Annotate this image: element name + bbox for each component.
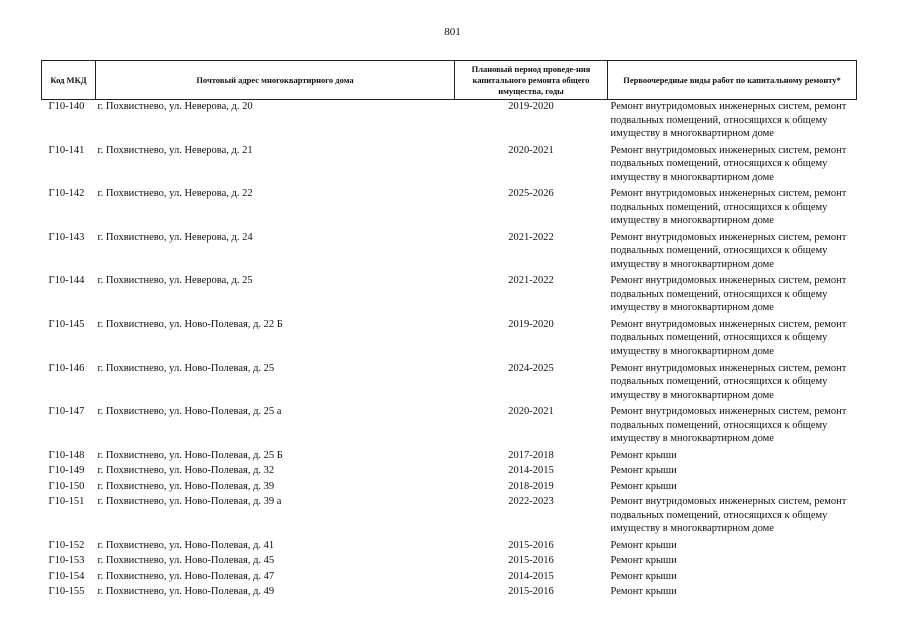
- table-row: [42, 100, 857, 144]
- table-row: [42, 570, 857, 586]
- cell-address: г. Похвистнево, ул. Ново-Полевая, д. 39: [97, 480, 275, 492]
- cell-period: 2018-2019: [508, 480, 554, 492]
- header-address: Почтовый адрес многоквартирного дома: [96, 61, 455, 100]
- table-row: [42, 464, 857, 480]
- cell-address: г. Похвистнево, ул. Ново-Полевая, д. 25 Б: [97, 449, 283, 461]
- cell-works: Ремонт крыши: [610, 555, 677, 567]
- table-header-row: [42, 61, 857, 100]
- cell-address: г. Похвистнево, ул. Неверова, д. 21: [97, 144, 253, 156]
- cell-code: Г10-151: [48, 496, 85, 508]
- cell-code: Г10-154: [48, 570, 85, 582]
- cell-period: 2021-2022: [508, 275, 554, 287]
- table-row: [42, 144, 857, 188]
- cell-code: Г10-146: [48, 362, 85, 374]
- cell-period: 2015-2016: [508, 555, 554, 567]
- cell-works: Ремонт внутридомовых инженерных систем, ремонт подвальных помещений, относящихся к общему имуществу в многоквартирном доме: [610, 144, 847, 183]
- cell-works: Ремонт внутридомовых инженерных систем, ремонт подвальных помещений, относящихся к общему имуществу в многоквартирном доме: [610, 231, 847, 270]
- cell-code: Г10-155: [48, 586, 85, 598]
- table-row: [42, 362, 857, 406]
- cell-code: Г10-144: [48, 275, 85, 287]
- cell-code: Г10-147: [48, 406, 85, 418]
- cell-works: Ремонт крыши: [610, 449, 677, 461]
- table-row: [42, 585, 857, 601]
- cell-period: 2022-2023: [508, 496, 554, 508]
- cell-code: Г10-143: [48, 231, 85, 243]
- table-row: [42, 318, 857, 362]
- cell-period: 2017-2018: [508, 449, 554, 461]
- cell-address: г. Похвистнево, ул. Ново-Полевая, д. 45: [97, 555, 275, 567]
- cell-works: Ремонт крыши: [610, 465, 677, 477]
- header-code: Код МКД: [42, 61, 96, 100]
- cell-address: г. Похвистнево, ул. Ново-Полевая, д. 47: [97, 570, 275, 582]
- cell-address: г. Похвистнево, ул. Неверова, д. 25: [97, 275, 253, 287]
- table-body: [42, 100, 857, 601]
- table-row: [42, 405, 857, 449]
- cell-works: Ремонт внутридомовых инженерных систем, ремонт подвальных помещений, относящихся к общему имуществу в многоквартирном доме: [610, 362, 847, 401]
- cell-code: Г10-140: [48, 101, 85, 112]
- table-row: [42, 539, 857, 555]
- header-works: Первоочередные виды работ по капитальному ремонту*: [608, 61, 857, 100]
- cell-address: г. Похвистнево, ул. Ново-Полевая, д. 32: [97, 465, 275, 477]
- cell-address: г. Похвистнево, ул. Ново-Полевая, д. 41: [97, 539, 275, 551]
- cell-period: 2014-2015: [508, 570, 554, 582]
- cell-works: Ремонт крыши: [610, 586, 677, 598]
- cell-code: Г10-153: [48, 555, 85, 567]
- cell-period: 2015-2016: [508, 539, 554, 551]
- cell-period: 2019-2020: [508, 318, 554, 330]
- cell-works: Ремонт внутридомовых инженерных систем, ремонт подвальных помещений, относящихся к общему имуществу в многоквартирном доме: [610, 318, 847, 357]
- cell-works: Ремонт крыши: [610, 480, 677, 492]
- cell-address: г. Похвистнево, ул. Ново-Полевая, д. 25 а: [97, 406, 282, 418]
- cell-works: Ремонт крыши: [610, 570, 677, 582]
- cell-address: г. Похвистнево, ул. Неверова, д. 22: [97, 188, 253, 200]
- table-row: [42, 480, 857, 496]
- cell-period: 2021-2022: [508, 231, 554, 243]
- table-row: [42, 274, 857, 318]
- cell-code: Г10-142: [48, 188, 85, 200]
- header-period: Плановый период проведе-ния капитального ремонта общего имущества, годы: [455, 61, 608, 100]
- cell-address: г. Похвистнево, ул. Ново-Полевая, д. 39 а: [97, 496, 282, 508]
- cell-works: Ремонт крыши: [610, 539, 677, 551]
- cell-period: 2020-2021: [508, 144, 554, 156]
- table-row: [42, 231, 857, 275]
- cell-period: 2014-2015: [508, 465, 554, 477]
- cell-code: Г10-145: [48, 318, 85, 330]
- cell-address: г. Похвистнево, ул. Неверова, д. 20: [97, 101, 253, 112]
- table-row: [42, 449, 857, 465]
- cell-works: Ремонт внутридомовых инженерных систем, ремонт подвальных помещений, относящихся к общему имуществу в многоквартирном доме: [610, 406, 847, 445]
- cell-period: 2024-2025: [508, 362, 554, 374]
- cell-works: Ремонт внутридомовых инженерных систем, ремонт подвальных помещений, относящихся к общему имуществу в многоквартирном доме: [610, 496, 847, 535]
- repair-program-table: [41, 60, 857, 601]
- cell-period: 2015-2016: [508, 586, 554, 598]
- cell-works: Ремонт внутридомовых инженерных систем, ремонт подвальных помещений, относящихся к общему имуществу в многоквартирном доме: [610, 275, 847, 314]
- cell-code: Г10-150: [48, 480, 85, 492]
- cell-period: 2020-2021: [508, 406, 554, 418]
- page-number: 801: [444, 26, 461, 38]
- table-row: [42, 554, 857, 570]
- table-row: [42, 187, 857, 231]
- cell-code: Г10-149: [48, 465, 85, 477]
- cell-address: г. Похвистнево, ул. Ново-Полевая, д. 49: [97, 586, 275, 598]
- table-row: [42, 495, 857, 539]
- cell-period: 2025-2026: [508, 188, 554, 200]
- cell-address: г. Похвистнево, ул. Ново-Полевая, д. 25: [97, 362, 275, 374]
- cell-works: Ремонт внутридомовых инженерных систем, ремонт подвальных помещений, относящихся к общему имуществу в многоквартирном доме: [610, 101, 847, 139]
- cell-works: Ремонт внутридомовых инженерных систем, ремонт подвальных помещений, относящихся к общему имуществу в многоквартирном доме: [610, 188, 847, 227]
- cell-code: Г10-152: [48, 539, 85, 551]
- cell-address: г. Похвистнево, ул. Неверова, д. 24: [97, 231, 253, 243]
- cell-address: г. Похвистнево, ул. Ново-Полевая, д. 22 Б: [97, 318, 283, 330]
- cell-code: Г10-148: [48, 449, 85, 461]
- cell-period: 2019-2020: [508, 101, 554, 112]
- cell-code: Г10-141: [48, 144, 85, 156]
